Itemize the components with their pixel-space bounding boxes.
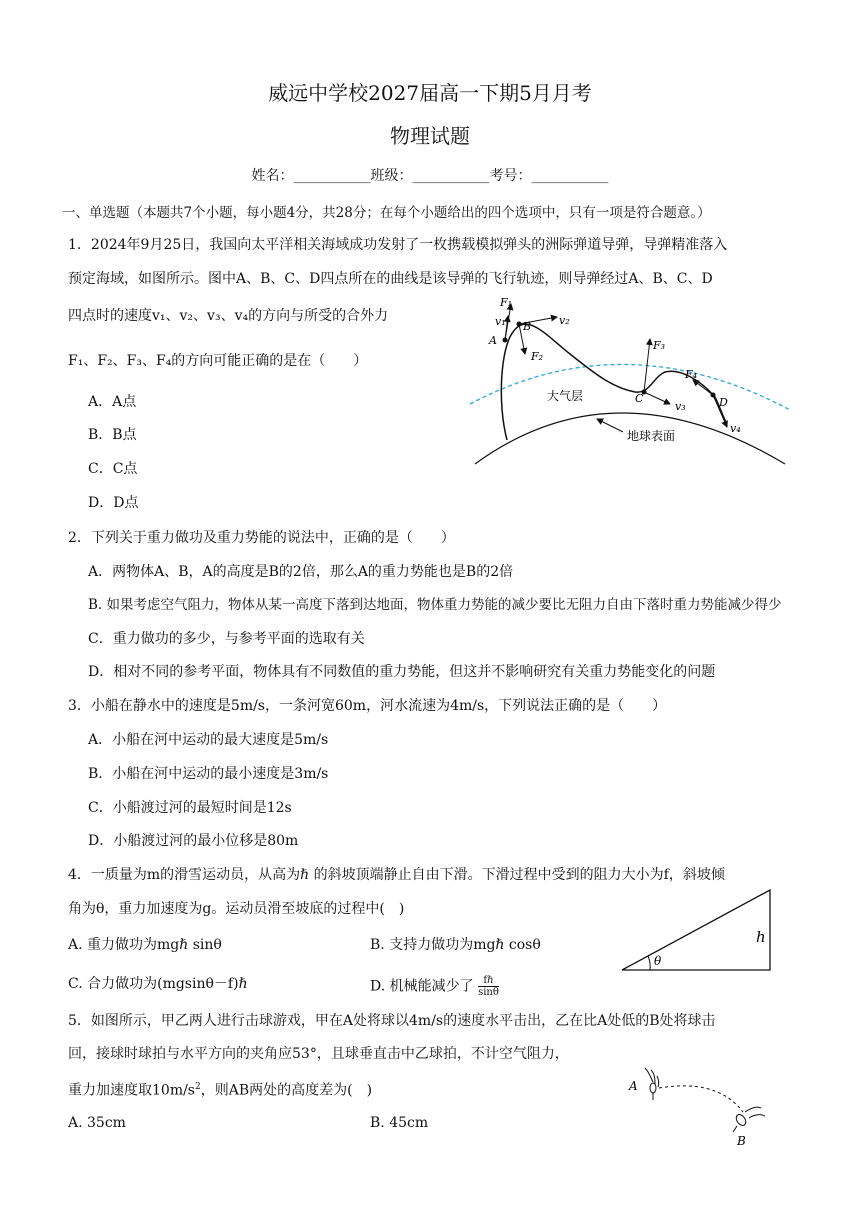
q3-option-c: C．小船渡过河的最短时间是12s	[88, 800, 292, 816]
q1-option-d: D．D点	[88, 495, 139, 511]
exam-subtitle: 物理试题	[390, 124, 470, 148]
q2-option-a: A．两物体A、B，A的高度是B的2倍，那么A的重力势能也是B的2倍	[88, 564, 514, 580]
q4-option-c: C. 合力做功为(mgsinθ－f)ℏ	[68, 976, 248, 992]
q1-line2: 预定海域，如图所示。图中A、B、C、D四点所在的曲线是该导弹的飞行轨迹，则导弹经过A、B、C、D	[68, 271, 713, 287]
label-v1: v₁	[495, 315, 506, 328]
student-info-line: 姓名：___________班级：___________考号：___________	[251, 168, 609, 184]
label-v4: v₄	[730, 422, 741, 435]
label-f3: F₃	[653, 339, 666, 352]
label-a: A	[489, 334, 497, 347]
q5-option-a: A. 35cm	[68, 1115, 126, 1131]
label-b: B	[523, 320, 532, 333]
atmosphere-curve	[470, 364, 790, 410]
q5-option-b: B. 45cm	[370, 1115, 429, 1131]
q4-option-b: B. 支持力做功为mgℏ cosθ	[370, 937, 541, 953]
label-a: A	[629, 1079, 638, 1093]
label-theta: θ	[654, 954, 662, 968]
fraction-denominator: sinθ	[478, 987, 499, 998]
label-f4: F₄	[685, 368, 698, 381]
q4-option-d-prefix: D. 机械能减少了	[370, 978, 474, 995]
q2-stem: 2．下列关于重力做功及重力势能的说法中，正确的是（ ）	[68, 530, 455, 546]
q5-players-figure	[625, 1060, 775, 1150]
q1-option-c: C．C点	[88, 461, 138, 477]
q4-option-d-fraction	[478, 975, 499, 998]
q3-option-d: D．小船渡过河的最小位移是80m	[88, 833, 299, 849]
q1-line4: F₁、F₂、F₃、F₄的方向可能正确的是在（ ）	[68, 353, 368, 369]
q5-line3-suffix: ，则AB两处的高度差为( )	[200, 1082, 373, 1099]
ball-path	[659, 1086, 743, 1112]
q1-line3: 四点时的速度v₁、v₂、v₃、v₄的方向与所受的合外力	[68, 308, 389, 324]
fraction-numerator: fℏ	[478, 975, 499, 987]
q1-option-a: A．A点	[88, 394, 137, 410]
q4-option-d	[370, 975, 499, 998]
q2-option-b: B. 如果考虑空气阻力，物体从某一高度下落到达地面，物体重力势能的减少要比无阻力自由下落时重力势能减少得少	[88, 597, 782, 613]
incline-triangle	[622, 890, 770, 970]
q2-option-c: C．重力做功的多少，与参考平面的选取有关	[88, 631, 365, 647]
label-b: B	[737, 1134, 746, 1148]
q4-line1: 4．一质量为m的滑雪运动员，从高为ℏ 的斜坡顶端静止自由下滑。下滑过程中受到的阻力大小为f，斜坡倾	[68, 867, 725, 883]
player-a-hand-icon	[645, 1068, 659, 1100]
q3-option-b: B．小船在河中运动的最小速度是3m/s	[88, 766, 329, 782]
angle-arc	[648, 956, 650, 970]
section-heading: 一、单选题（本题共7个小题，每小题4分，共28分；在每个小题给出的四个选项中，只有一项是符合题意。）	[62, 205, 711, 221]
q4-line2: 角为θ，重力加速度为g。运动员滑至坡底的过程中( )	[68, 901, 405, 917]
label-d: D	[719, 396, 728, 409]
label-h: h	[756, 928, 766, 946]
q1-line1: 1．2024年9月25日，我国向太平洋相关海域成功发射了一枚携载模拟弹头的洲际弹道导弹，导弹精准落入	[68, 237, 728, 253]
q3-stem: 3．小船在静水中的速度是5m/s，一条河宽60m，河水流速为4m/s，下列说法正确的是（ ）	[68, 698, 667, 714]
q1-trajectory-figure	[465, 292, 795, 467]
q5-line3	[68, 1078, 372, 1100]
label-v2: v₂	[559, 314, 570, 327]
label-c: C	[635, 392, 644, 405]
exam-title: 威远中学校2027届高一下期5月月考	[268, 81, 592, 105]
label-f2: F₂	[531, 350, 544, 363]
q5-line1: 5．如图所示，甲乙两人进行击球游戏，甲在A处将球以4m/s的速度水平击出，乙在比A处低的B处将球击	[68, 1013, 716, 1029]
q4-option-a: A. 重力做功为mgℏ sinθ	[68, 937, 222, 953]
q5-line3-prefix: 重力加速度取10m/s	[68, 1082, 195, 1099]
label-earth-surface: 地球表面	[627, 429, 676, 443]
q1-option-b: B．B点	[88, 427, 137, 443]
label-v3: v₃	[675, 400, 686, 413]
q5-line3-sup: 2	[195, 1082, 201, 1092]
label-f1: F₁	[500, 296, 513, 309]
q4-incline-figure	[618, 885, 778, 975]
q2-option-d: D．相对不同的参考平面，物体具有不同数值的重力势能，但这并不影响研究有关重力势能变化的问题	[88, 664, 716, 680]
q3-option-a: A．小船在河中运动的最大速度是5m/s	[88, 732, 329, 748]
player-b-hand-icon	[733, 1107, 765, 1132]
label-atmosphere: 大气层	[547, 389, 584, 403]
q5-line2: 回，接球时球拍与水平方向的夹角应53°，且球垂直击中乙球拍，不计空气阻力，	[68, 1046, 569, 1062]
